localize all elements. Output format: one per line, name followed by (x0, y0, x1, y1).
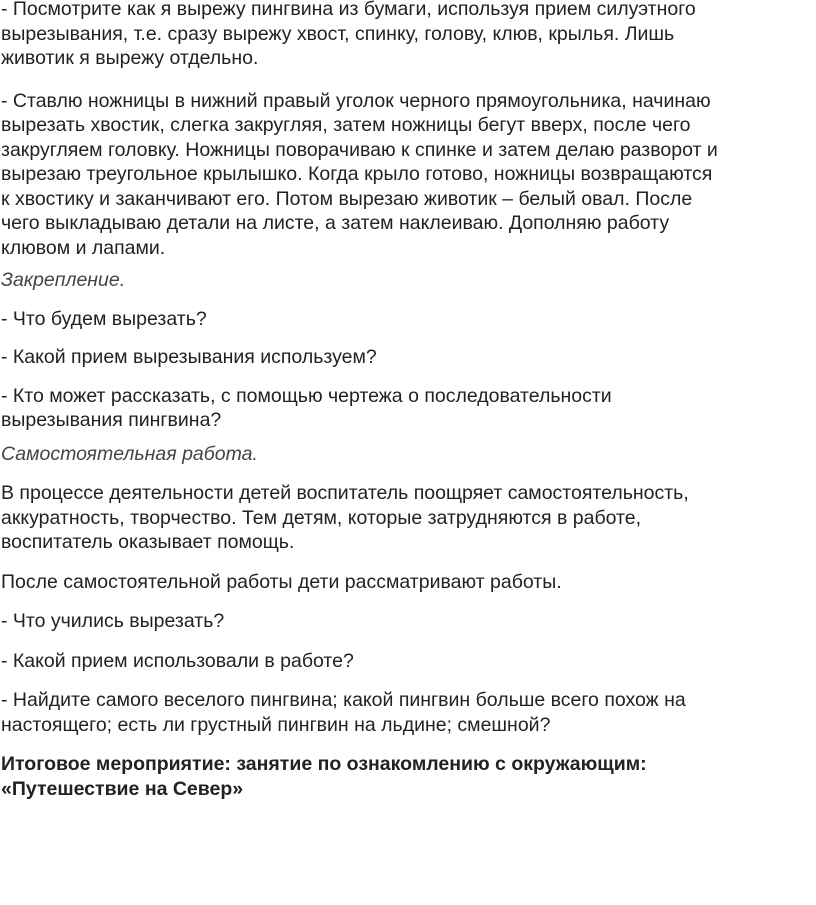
paragraph-question-2 (1, 345, 813, 370)
text-line: - Ставлю ножницы в нижний правый уголок черного прямоугольника, начинаю (1, 89, 711, 112)
heading-independent-work (1, 442, 813, 467)
text-line: - Какой прием вырезывания используем? (1, 346, 377, 368)
text-line: - Кто может рассказать, с помощью чертежа о последовательности (1, 384, 612, 407)
heading-consolidation (1, 268, 813, 293)
paragraph-procedure (1, 89, 813, 261)
text-line: «Путешествие на Север» (1, 777, 244, 800)
text-line: Закрепление. (1, 269, 126, 291)
paragraph-question-4 (1, 609, 813, 634)
text-line: - Посмотрите как я вырежу пингвина из бумаги, используя прием силуэтного (1, 0, 696, 20)
text-line: Итоговое мероприятие: занятие по ознакомлению с окружающим: (1, 753, 647, 775)
text-line: - Что будем вырезать? (1, 307, 207, 330)
text-line: вырезывания пингвина? (1, 409, 222, 431)
text-line: - Какой прием использовали в работе? (1, 649, 354, 672)
text-line: к хвостику и заканчивают его. Потом вырезаю животик – белый овал. После (1, 187, 693, 210)
paragraph-question-6 (1, 688, 813, 737)
text-line: аккуратность, творчество. Тем детям, которые затрудняются в работе, (1, 506, 642, 529)
text-line: настоящего; есть ли грустный пингвин на льдине; смешной? (1, 713, 551, 736)
text-line: воспитатель оказывает помощь. (1, 531, 295, 553)
text-line: вырезаю треугольное крылышко. Когда крыло готово, ножницы возвращаются (1, 163, 713, 185)
text-line: В процессе деятельности детей воспитатель поощряет самостоятельность, (1, 482, 689, 504)
paragraph-review (1, 570, 813, 595)
paragraph-intro-demo (1, 0, 813, 71)
text-line: вырезывания, т.е. сразу вырежу хвост, спинку, голову, клюв, крылья. Лишь (1, 22, 675, 45)
text-line: закругляем головку. Ножницы поворачиваю к спинке и затем делаю разворот и (1, 138, 718, 161)
paragraph-question-1 (1, 307, 813, 332)
text-line: вырезать хвостик, слегка закругляя, затем ножницы бегут вверх, после чего (1, 114, 691, 136)
text-line: После самостоятельной работы дети рассматривают работы. (1, 570, 562, 593)
heading-final-event (1, 752, 813, 801)
text-line: чего выкладываю детали на листе, а затем наклеиваю. Дополняю работу (1, 212, 670, 234)
text-line: животик я вырежу отдельно. (1, 47, 259, 69)
text-line: - Найдите самого веселого пингвина; какой пингвин больше всего похож на (1, 689, 686, 711)
paragraph-question-5 (1, 649, 813, 674)
paragraph-question-3 (1, 384, 813, 433)
text-line: Самостоятельная работа. (1, 442, 258, 465)
text-line: - Что учились вырезать? (1, 610, 225, 632)
text-line: клювом и лапами. (1, 236, 166, 259)
paragraph-teacher-role (1, 481, 813, 555)
